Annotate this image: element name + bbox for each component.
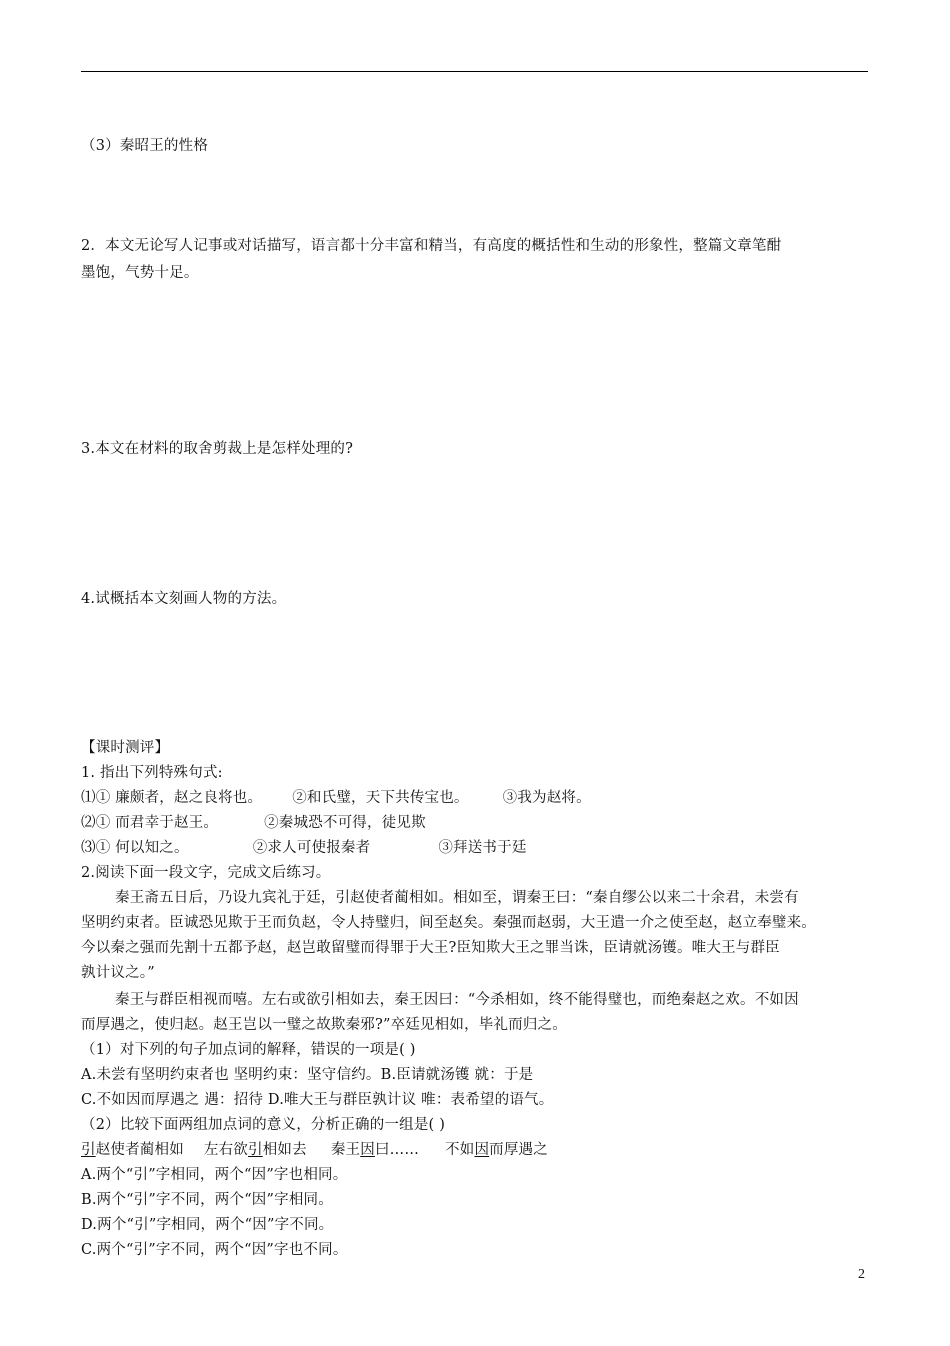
exercise-1-title: 1. 指出下列特殊句式: xyxy=(81,765,223,781)
option-b: B.两个“引”字不同，两个“因”字相同。 xyxy=(81,1192,333,1208)
comparison-text: 而厚遇之 xyxy=(489,1142,548,1158)
comparison-text: 左右欲 xyxy=(203,1142,249,1158)
comparison-text: 赵使者蔺相如 xyxy=(95,1142,184,1158)
comparison-text: 不如 xyxy=(445,1142,475,1158)
ex1-item: ②求人可使报秦者 xyxy=(252,840,371,856)
option-a: A.两个“引”字相同，两个“因”字也相同。 xyxy=(81,1167,348,1183)
section-title: 【课时测评】 xyxy=(81,740,170,756)
passage-line: 坚明约束者。臣诚恐见欺于王而负赵，令人持璧归，间至赵矣。秦强而赵弱，大王遣一介之使至赵，赵立奉璧来。 xyxy=(81,915,816,931)
ex1-item: ⑵① 而君幸于赵王。 xyxy=(81,815,219,831)
exercise-1-row-1 xyxy=(81,788,591,808)
option-d: D.两个“引”字相同，两个“因”字不同。 xyxy=(81,1217,334,1233)
ex1-item: ③拜送书于廷 xyxy=(438,840,527,856)
sub-question-2: （2）比较下面两组加点词的意义，分析正确的一组是( ) xyxy=(81,1117,446,1133)
option-c: C.两个“引”字不同，两个“因”字也不同。 xyxy=(81,1242,348,1258)
question-4-text: 4.试概括本文刻画人物的方法。 xyxy=(81,591,287,607)
passage-line: 秦王斋五日后，乃设九宾礼于廷，引赵使者蔺相如。相如至，谓秦王曰：“秦自缪公以来二十余君，未尝有 xyxy=(115,890,799,906)
question-2-text: 2．本文无论写人记事或对话描写，语言都十分丰富和精当，有高度的概括性和生动的形象性，整篇文章笔酣 xyxy=(81,238,782,254)
passage-line: 今以秦之强而先割十五都予赵，赵岂敢留璧而得罪于大王?臣知欺大王之罪当诛，臣请就汤镬。唯大王与群臣 xyxy=(81,940,780,956)
q3-sub-heading: （3）秦昭王的性格 xyxy=(81,138,209,154)
underlined-word: 因 xyxy=(474,1142,490,1158)
sub-question-1-options-cd: C.不如因而厚遇之 遇：招待 D.唯大王与群臣孰计议 唯：表希望的语气。 xyxy=(81,1092,554,1108)
underlined-word: 引 xyxy=(248,1142,263,1158)
exercise-1-row-3 xyxy=(81,838,527,858)
comparison-text: 相如去 xyxy=(262,1142,307,1158)
ex1-item: ③我为赵将。 xyxy=(502,790,591,806)
header-rule xyxy=(81,71,868,72)
page-number: 2 xyxy=(858,1267,865,1282)
ex1-item: ⑶① 何以知之。 xyxy=(81,840,189,856)
comparison-line xyxy=(81,1140,548,1160)
question-2-continued: 墨饱，气势十足。 xyxy=(81,265,199,281)
underlined-word: 因 xyxy=(360,1142,375,1158)
ex1-item: ②秦城恐不可得，徒见欺 xyxy=(264,815,426,831)
passage-line: 而厚遇之，使归赵。赵王岂以一璧之故欺秦邪?”卒廷见相如，毕礼而归之。 xyxy=(81,1017,567,1033)
comparison-text: 秦王 xyxy=(330,1142,361,1158)
sub-question-1-options-ab: A.未尝有坚明约束者也 坚明约束：坚守信约。B.臣请就汤镬 就：于是 xyxy=(81,1067,534,1083)
underlined-word: 引 xyxy=(81,1142,96,1158)
comparison-text: 曰…… xyxy=(374,1142,420,1158)
ex1-item: ⑴① 廉颇者，赵之良将也。 xyxy=(81,790,263,806)
exercise-2-title: 2.阅读下面一段文字，完成文后练习。 xyxy=(81,865,331,881)
passage-line: 孰计议之。” xyxy=(81,965,155,981)
question-3-text: 3.本文在材料的取舍剪裁上是怎样处理的? xyxy=(81,441,354,457)
passage-line: 秦王与群臣相视而嘻。左右或欲引相如去，秦王因曰：“今杀相如，终不能得璧也，而绝秦赵之欢。不如因 xyxy=(115,992,799,1008)
sub-question-1: （1）对下列的句子加点词的解释，错误的一项是( ) xyxy=(81,1042,416,1058)
exercise-1-row-2 xyxy=(81,813,426,833)
ex1-item: ②和氏璧，天下共传宝也。 xyxy=(292,790,469,806)
